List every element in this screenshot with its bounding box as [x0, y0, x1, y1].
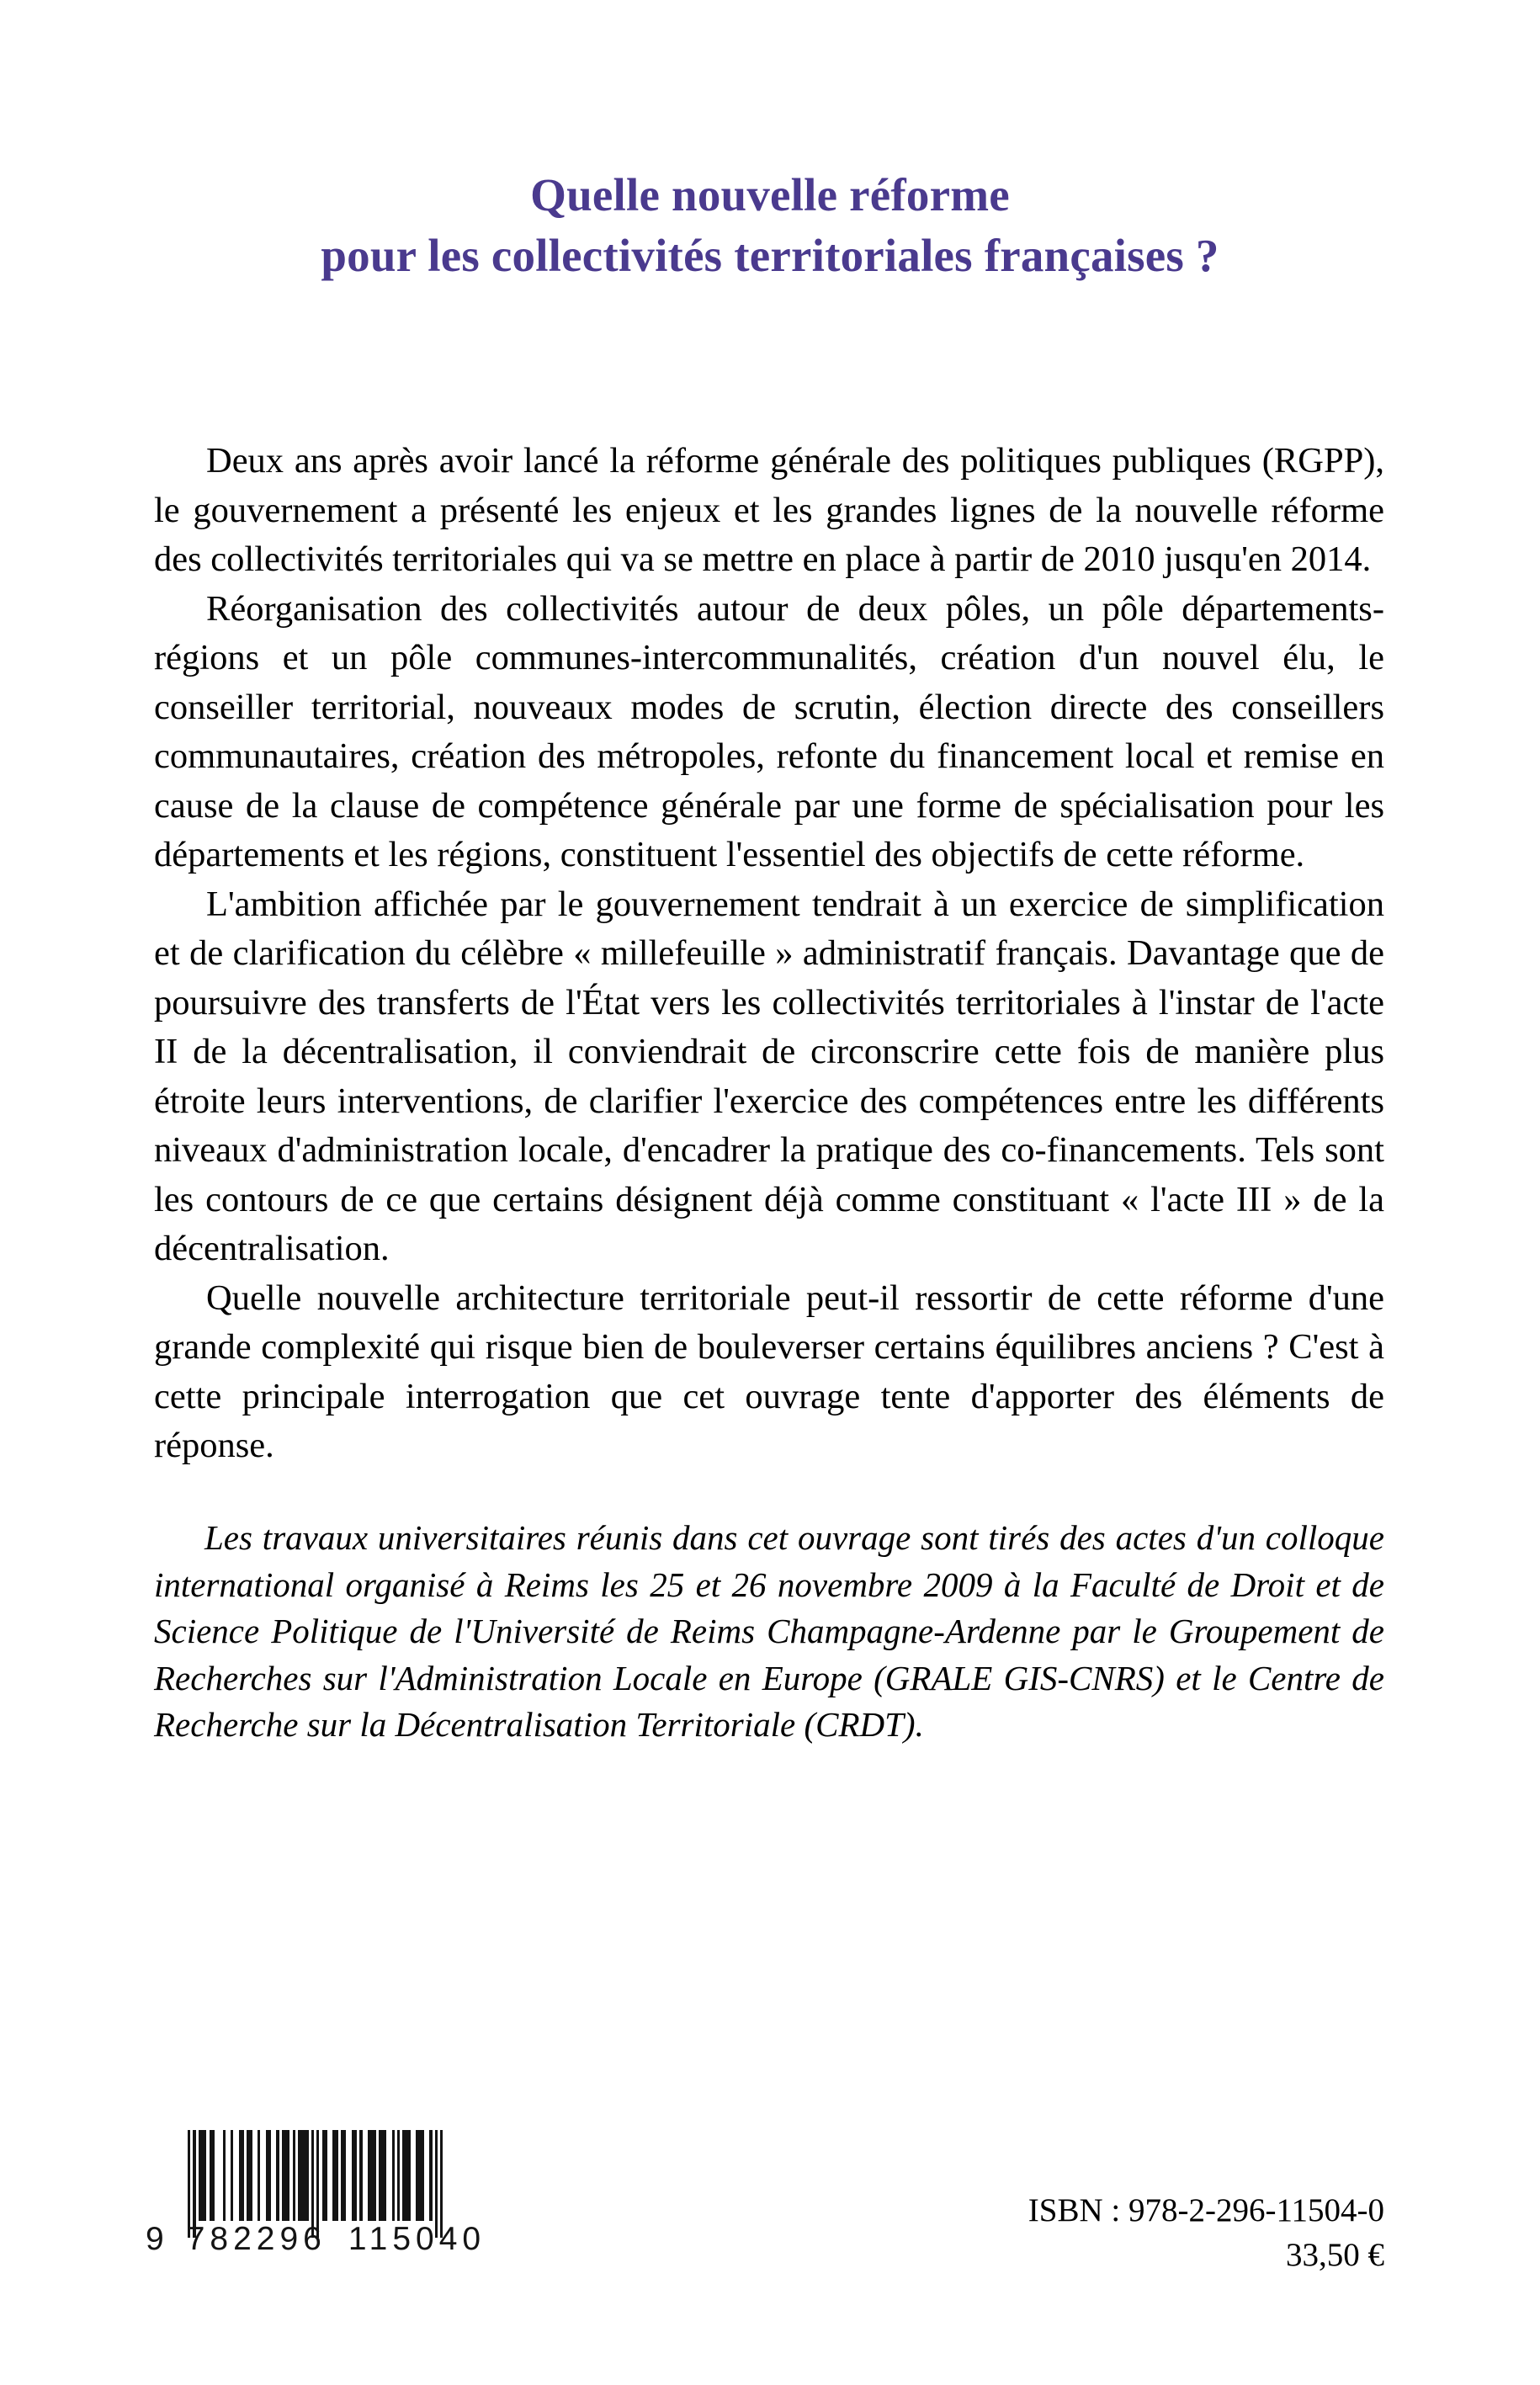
- blurb-paragraph-1: Deux ans après avoir lancé la réforme générale des politiques publiques (RGPP), le gouvernement a présenté les enjeux et les grandes lignes de la nouvelle réforme des collectivités territoriales qui va se mettre en place à partir de 2010 jusqu'en 2014.: [154, 441, 1384, 579]
- blurb-paragraph-3: L'ambition affichée par le gouvernement tendrait à un exercice de simplification et de clarification du célèbre « millefeuille » administratif français. Davantage que de poursuivre des transferts de l'État vers les collectivités territoriales à l'instar de l'acte II de la décentralisation, il conviendrait de circonscrire cette fois de manière plus étroite leurs interventions, de clarifier l'exercice des compétences entre les différents niveaux d'administration locale, d'encadrer la pratique des co-financements. Tels sont les contours de ce que certains désignent déjà comme constituant « l'acte III » de la décentralisation.: [154, 884, 1384, 1268]
- barcode-bar: [416, 2130, 424, 2221]
- barcode-bar: [298, 2130, 309, 2221]
- colloquium-note: [154, 1515, 1384, 1749]
- barcode-left-group: 782296: [186, 2221, 327, 2257]
- barcode-bar: [215, 2130, 223, 2221]
- barcode-lead-digit: 9: [146, 2221, 165, 2257]
- barcode-bar: [368, 2130, 376, 2221]
- barcode-right-group: 115040: [348, 2221, 486, 2257]
- back-cover-blurb: [154, 437, 1384, 1471]
- blurb-paragraph-4: Quelle nouvelle architecture territoriale peut-il ressortir de cette réforme d'une grande complexité qui risque bien de bouleverser certains équilibres anciens ? C'est à cette principale interrogation que cet ouvrage tente d'apporter des éléments de réponse.: [154, 1277, 1384, 1465]
- price-text: 33,50 €: [1286, 2237, 1384, 2273]
- ean13-barcode: [146, 2130, 507, 2265]
- publication-info: [1028, 2188, 1384, 2277]
- isbn-text: ISBN : 978-2-296-11504-0: [1028, 2192, 1384, 2228]
- barcode-bar: [199, 2130, 207, 2221]
- barcode-bar: [282, 2130, 290, 2221]
- barcode-digits: [146, 2221, 507, 2258]
- page-title-line-1: Quelle nouvelle réforme: [530, 169, 1010, 220]
- page-title: [0, 165, 1540, 286]
- page-title-line-2: pour les collectivités territoriales françaises ?: [321, 230, 1219, 281]
- barcode-bar: [379, 2130, 387, 2221]
- barcode-bar: [402, 2130, 411, 2221]
- blurb-paragraph-2: Réorganisation des collectivités autour de deux pôles, un pôle départements-régions et un pôle communes-intercommunalités, création d'un nouvel élu, le conseiller territorial, nouveaux modes de scrutin, élection directe des conseillers communautaires, création des métropoles, refonte du financement local et remise en cause de la clause de compétence générale par une forme de spécialisation pour les départements et les régions, constituent l'essentiel des objectifs de cette réforme.: [154, 588, 1384, 874]
- colloquium-note-text: Les travaux universitaires réunis dans cet ouvrage sont tirés des actes d'un colloque international organisé à Reims les 25 et 26 novembre 2009 à la Faculté de Droit et de Science Politique de l'Université de Reims Champagne-Ardenne par le Groupement de Recherches sur l'Administration Locale en Europe (GRALE GIS-CNRS) et le Centre de Recherche sur la Décentralisation Territoriale (CRDT).: [154, 1518, 1384, 1744]
